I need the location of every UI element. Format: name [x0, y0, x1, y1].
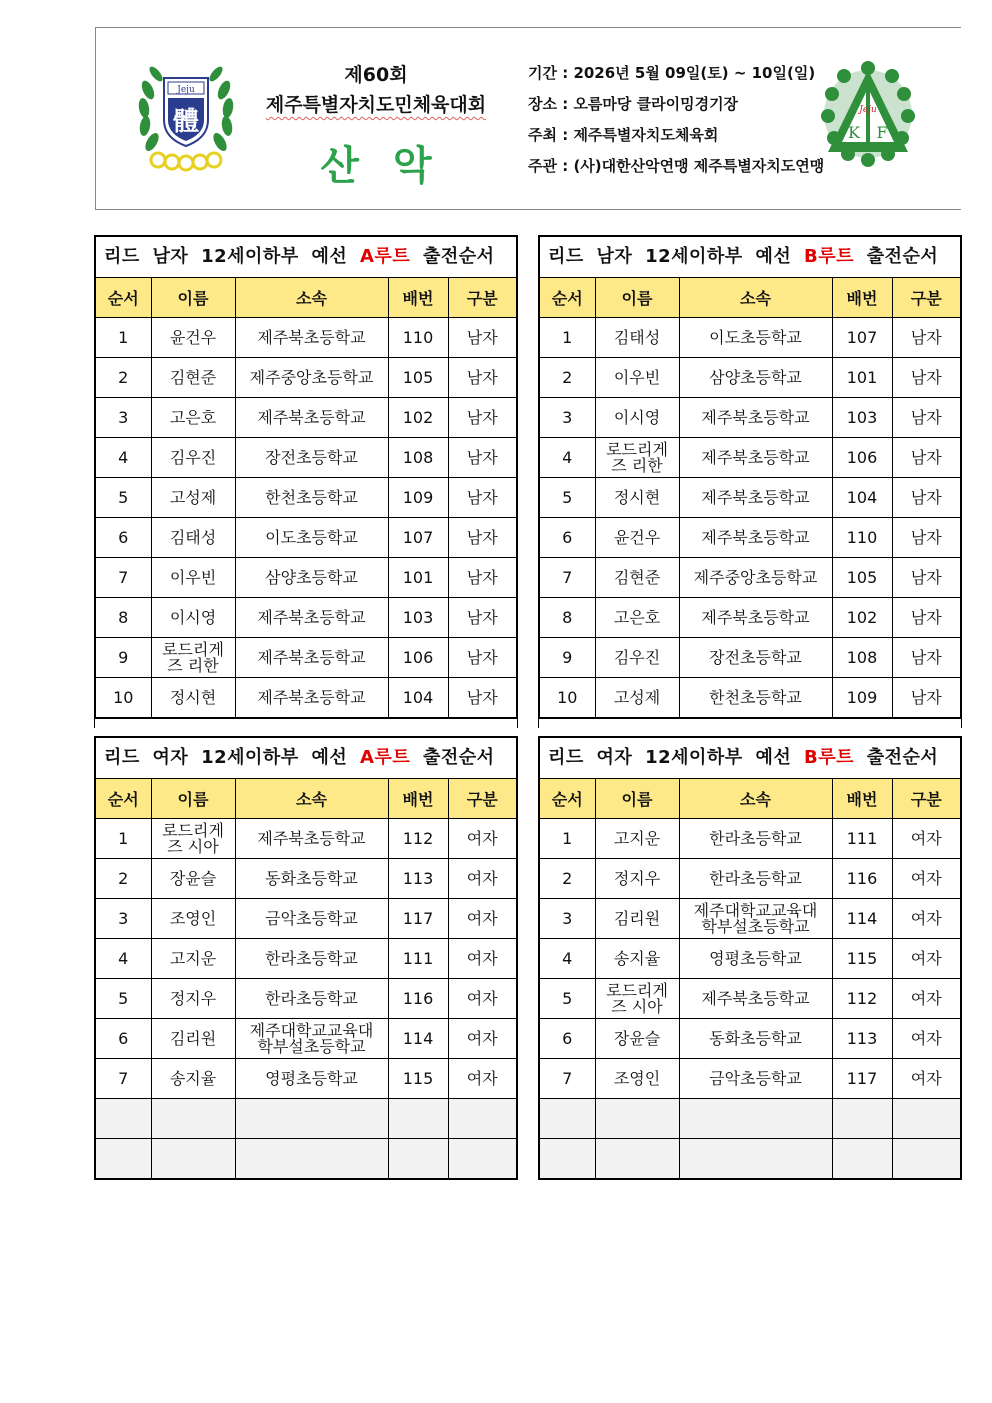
cell-order	[96, 1139, 151, 1179]
cell-gender: 남자	[892, 678, 960, 718]
cell-order: 6	[540, 1019, 595, 1059]
cell-order: 7	[96, 1059, 151, 1099]
cell-order: 2	[540, 358, 595, 398]
cell-affiliation: 제주북초등학교	[235, 638, 388, 678]
cell-bib: 112	[832, 979, 892, 1019]
table-row	[540, 859, 960, 899]
cell-gender: 남자	[448, 318, 516, 358]
cell-name: 윤건우	[595, 518, 679, 558]
table-row	[96, 819, 516, 859]
cell-gender: 남자	[448, 518, 516, 558]
cell-bib: 106	[388, 638, 448, 678]
table-row	[96, 859, 516, 899]
header-row	[540, 278, 960, 318]
cell-order: 3	[540, 398, 595, 438]
cell-name: 송지율	[595, 939, 679, 979]
cell-name: 김우진	[151, 438, 235, 478]
cell-name: 고성제	[151, 478, 235, 518]
cell-bib: 110	[388, 318, 448, 358]
cell-order	[96, 1099, 151, 1139]
table-row	[96, 1139, 516, 1179]
cell-name: 송지율	[151, 1059, 235, 1099]
cell-name: 로드리게 즈 시아	[151, 819, 235, 859]
cell-order: 4	[540, 438, 595, 478]
cell-affiliation: 금악초등학교	[235, 899, 388, 939]
lead-men-route-a-table	[94, 235, 518, 719]
cell-gender: 남자	[448, 678, 516, 718]
table-row	[96, 438, 516, 478]
column-header-order: 순서	[540, 779, 595, 819]
cell-name: 로드리게 즈 리한	[151, 638, 235, 678]
cell-affiliation: 장전초등학교	[679, 638, 832, 678]
table-row	[96, 1019, 516, 1059]
event-info	[528, 62, 825, 186]
cell-affiliation: 제주북초등학교	[679, 478, 832, 518]
cell-order: 3	[540, 899, 595, 939]
column-header-affiliation: 소속	[679, 278, 832, 318]
table-row	[96, 899, 516, 939]
sport-title: 산악	[320, 143, 466, 189]
table-title: 리드 남자 12세이하부 예선 A루트 출전순서	[96, 237, 516, 278]
table-row	[540, 518, 960, 558]
cell-order: 1	[96, 318, 151, 358]
cell-affiliation	[679, 1139, 832, 1179]
cell-gender	[892, 1099, 960, 1139]
cell-affiliation	[235, 1099, 388, 1139]
start-order-table	[540, 278, 960, 717]
table-row	[96, 1099, 516, 1139]
column-header-name: 이름	[595, 278, 679, 318]
info-organizer: 주관 : (사)대한산악연맹 제주특별자치도연맹	[528, 157, 825, 175]
table-row	[540, 1139, 960, 1179]
cell-order: 2	[540, 859, 595, 899]
cell-bib: 108	[832, 638, 892, 678]
cell-name: 이우빈	[151, 558, 235, 598]
cell-bib: 113	[388, 859, 448, 899]
table-row	[540, 979, 960, 1019]
table-row	[540, 1019, 960, 1059]
column-header-name: 이름	[595, 779, 679, 819]
cell-affiliation: 삼양초등학교	[679, 358, 832, 398]
cell-name: 이시영	[151, 598, 235, 638]
header-row	[96, 779, 516, 819]
cell-name: 로드리게 즈 시아	[595, 979, 679, 1019]
cell-gender: 남자	[448, 478, 516, 518]
event-name: 제주특별자치도민체육대회	[265, 94, 487, 116]
cell-name: 김리원	[595, 899, 679, 939]
cell-order: 8	[540, 598, 595, 638]
cell-bib: 106	[832, 438, 892, 478]
cell-bib: 103	[388, 598, 448, 638]
cell-name: 이우빈	[595, 358, 679, 398]
cell-affiliation: 제주대학교교육대 학부설초등학교	[235, 1019, 388, 1059]
cell-affiliation: 제주중앙초등학교	[679, 558, 832, 598]
table-row	[96, 558, 516, 598]
table-row	[540, 478, 960, 518]
cell-order: 4	[96, 438, 151, 478]
cell-gender: 여자	[892, 939, 960, 979]
column-header-order: 순서	[540, 278, 595, 318]
start-order-table	[540, 779, 960, 1178]
column-header-order: 순서	[96, 779, 151, 819]
svg-text:體: 體	[172, 107, 200, 137]
cell-gender: 여자	[448, 819, 516, 859]
cell-affiliation: 이도초등학교	[235, 518, 388, 558]
cell-name: 로드리게 즈 리한	[595, 438, 679, 478]
cell-affiliation: 영평초등학교	[679, 939, 832, 979]
cell-affiliation	[235, 1139, 388, 1179]
lead-women-route-a-table	[94, 736, 518, 1180]
cell-affiliation: 한라초등학교	[679, 859, 832, 899]
cell-name: 고은호	[595, 598, 679, 638]
cell-order: 5	[96, 478, 151, 518]
cell-order: 7	[96, 558, 151, 598]
table-row	[540, 678, 960, 718]
cell-name: 조영인	[151, 899, 235, 939]
cell-gender: 남자	[892, 478, 960, 518]
cell-affiliation: 영평초등학교	[235, 1059, 388, 1099]
table-row	[96, 318, 516, 358]
cell-name	[151, 1139, 235, 1179]
cell-bib: 114	[832, 899, 892, 939]
cell-order: 1	[540, 819, 595, 859]
cell-affiliation: 제주북초등학교	[235, 819, 388, 859]
cell-order: 3	[96, 899, 151, 939]
korea-alpine-federation-emblem-icon	[818, 54, 918, 174]
cell-order: 9	[540, 638, 595, 678]
column-header-order: 순서	[96, 278, 151, 318]
table-row	[540, 438, 960, 478]
cell-affiliation	[679, 1099, 832, 1139]
cell-affiliation: 제주북초등학교	[235, 678, 388, 718]
cell-name: 장윤슬	[595, 1019, 679, 1059]
cell-gender: 여자	[448, 899, 516, 939]
cell-bib	[832, 1139, 892, 1179]
cell-gender: 남자	[892, 318, 960, 358]
cell-name	[595, 1139, 679, 1179]
column-header-gender: 구분	[892, 779, 960, 819]
cell-gender: 남자	[892, 398, 960, 438]
cell-name	[151, 1099, 235, 1139]
cell-name: 고지운	[595, 819, 679, 859]
cell-affiliation: 제주북초등학교	[679, 598, 832, 638]
table-row	[540, 899, 960, 939]
cell-order: 6	[540, 518, 595, 558]
table-row	[96, 358, 516, 398]
cell-name: 정시현	[595, 478, 679, 518]
cell-order: 5	[96, 979, 151, 1019]
column-header-affiliation: 소속	[679, 779, 832, 819]
cell-affiliation: 한천초등학교	[235, 478, 388, 518]
cell-order: 4	[540, 939, 595, 979]
table-row	[540, 598, 960, 638]
cell-gender: 여자	[892, 1059, 960, 1099]
cell-order	[540, 1099, 595, 1139]
cell-order: 9	[96, 638, 151, 678]
cell-gender	[448, 1139, 516, 1179]
cell-affiliation: 제주북초등학교	[235, 398, 388, 438]
lead-men-route-b-table	[538, 235, 962, 719]
table-row	[540, 398, 960, 438]
cell-gender: 남자	[448, 438, 516, 478]
svg-text:F: F	[876, 123, 888, 142]
cell-affiliation: 제주북초등학교	[679, 518, 832, 558]
table-row	[96, 1059, 516, 1099]
column-header-affiliation: 소속	[235, 278, 388, 318]
table-row	[96, 478, 516, 518]
start-order-table	[96, 278, 516, 717]
column-header-bib: 배번	[832, 278, 892, 318]
cell-bib: 116	[388, 979, 448, 1019]
cell-bib	[388, 1139, 448, 1179]
cell-order: 2	[96, 859, 151, 899]
cell-order: 8	[96, 598, 151, 638]
cell-order: 1	[96, 819, 151, 859]
cell-name: 윤건우	[151, 318, 235, 358]
cell-name: 고은호	[151, 398, 235, 438]
cell-order: 10	[96, 678, 151, 718]
table-row	[96, 518, 516, 558]
cell-order: 7	[540, 558, 595, 598]
cell-name: 김현준	[151, 358, 235, 398]
cell-affiliation: 제주중앙초등학교	[235, 358, 388, 398]
cell-name: 조영인	[595, 1059, 679, 1099]
svg-text:K: K	[848, 123, 860, 142]
cell-bib: 117	[388, 899, 448, 939]
cell-order: 7	[540, 1059, 595, 1099]
cell-gender: 남자	[448, 398, 516, 438]
column-header-bib: 배번	[832, 779, 892, 819]
table-row	[96, 939, 516, 979]
table-row	[96, 398, 516, 438]
cell-gender: 여자	[448, 979, 516, 1019]
column-header-gender: 구분	[448, 278, 516, 318]
cell-gender: 여자	[892, 899, 960, 939]
cell-order: 10	[540, 678, 595, 718]
cell-bib: 102	[388, 398, 448, 438]
cell-affiliation: 이도초등학교	[679, 318, 832, 358]
cell-bib: 107	[832, 318, 892, 358]
cell-bib	[832, 1099, 892, 1139]
column-header-gender: 구분	[448, 779, 516, 819]
cell-order: 5	[540, 478, 595, 518]
cell-bib: 115	[388, 1059, 448, 1099]
cell-affiliation: 삼양초등학교	[235, 558, 388, 598]
svg-text:Jeju: Jeju	[177, 85, 195, 95]
cell-order: 6	[96, 1019, 151, 1059]
cell-order: 1	[540, 318, 595, 358]
cell-gender: 남자	[892, 598, 960, 638]
cell-gender: 여자	[448, 1059, 516, 1099]
cell-gender: 남자	[448, 558, 516, 598]
table-title: 리드 여자 12세이하부 예선 A루트 출전순서	[96, 738, 516, 779]
column-header-bib: 배번	[388, 278, 448, 318]
cell-bib: 108	[388, 438, 448, 478]
table-row	[540, 358, 960, 398]
cell-affiliation: 한천초등학교	[679, 678, 832, 718]
table-row	[96, 678, 516, 718]
event-number: 제60회	[344, 64, 408, 86]
cell-affiliation: 제주북초등학교	[235, 598, 388, 638]
table-row	[540, 558, 960, 598]
cell-affiliation: 동화초등학교	[679, 1019, 832, 1059]
lead-women-route-b-table	[538, 736, 962, 1180]
cell-name: 이시영	[595, 398, 679, 438]
cell-bib: 111	[388, 939, 448, 979]
cell-bib: 117	[832, 1059, 892, 1099]
cell-bib	[388, 1099, 448, 1139]
cell-gender	[892, 1139, 960, 1179]
table-row	[540, 1059, 960, 1099]
cell-affiliation: 제주대학교교육대 학부설초등학교	[679, 899, 832, 939]
cell-bib: 104	[388, 678, 448, 718]
cell-affiliation: 제주북초등학교	[679, 398, 832, 438]
cell-bib: 109	[832, 678, 892, 718]
cell-order	[540, 1139, 595, 1179]
table-row	[540, 638, 960, 678]
cell-affiliation: 한라초등학교	[235, 979, 388, 1019]
cell-affiliation: 제주북초등학교	[679, 979, 832, 1019]
table-row	[96, 638, 516, 678]
table-row	[540, 939, 960, 979]
cell-affiliation: 제주북초등학교	[235, 318, 388, 358]
cell-gender: 남자	[892, 638, 960, 678]
cell-gender: 남자	[892, 358, 960, 398]
table-title: 리드 남자 12세이하부 예선 B루트 출전순서	[540, 237, 960, 278]
cell-gender: 남자	[892, 558, 960, 598]
cell-bib: 113	[832, 1019, 892, 1059]
document-header	[95, 27, 961, 210]
cell-order: 4	[96, 939, 151, 979]
cell-bib: 107	[388, 518, 448, 558]
start-order-table	[96, 779, 516, 1178]
table-row	[540, 1099, 960, 1139]
table-title: 리드 여자 12세이하부 예선 B루트 출전순서	[540, 738, 960, 779]
cell-affiliation: 제주북초등학교	[679, 438, 832, 478]
cell-bib: 110	[832, 518, 892, 558]
table-row	[540, 819, 960, 859]
cell-name: 정지우	[595, 859, 679, 899]
cell-name: 김현준	[595, 558, 679, 598]
header-row	[96, 278, 516, 318]
cell-bib: 105	[388, 358, 448, 398]
table-row	[96, 598, 516, 638]
cell-affiliation: 한라초등학교	[235, 939, 388, 979]
cell-gender: 여자	[448, 939, 516, 979]
cell-bib: 103	[832, 398, 892, 438]
column-header-affiliation: 소속	[235, 779, 388, 819]
cell-order: 3	[96, 398, 151, 438]
info-period: 기간 : 2026년 5월 09일(토) ~ 10일(일)	[528, 64, 816, 82]
jeju-sports-council-emblem-icon	[136, 60, 236, 178]
cell-bib: 102	[832, 598, 892, 638]
cell-affiliation: 한라초등학교	[679, 819, 832, 859]
cell-gender: 여자	[892, 979, 960, 1019]
cell-name: 장윤슬	[151, 859, 235, 899]
cell-affiliation: 금악초등학교	[679, 1059, 832, 1099]
cell-bib: 112	[388, 819, 448, 859]
cell-name: 고지운	[151, 939, 235, 979]
table-row	[540, 318, 960, 358]
cell-gender: 여자	[892, 1019, 960, 1059]
cell-name: 고성제	[595, 678, 679, 718]
cell-gender: 남자	[448, 638, 516, 678]
column-header-name: 이름	[151, 278, 235, 318]
cell-name: 김태성	[151, 518, 235, 558]
cell-gender	[448, 1099, 516, 1139]
table-row	[96, 979, 516, 1019]
cell-order: 6	[96, 518, 151, 558]
cell-bib: 116	[832, 859, 892, 899]
cell-name: 정시현	[151, 678, 235, 718]
svg-text:Jeju: Jeju	[859, 105, 877, 115]
cell-gender: 남자	[892, 518, 960, 558]
cell-bib: 111	[832, 819, 892, 859]
cell-affiliation: 동화초등학교	[235, 859, 388, 899]
cell-gender: 남자	[448, 358, 516, 398]
table-gap	[94, 714, 518, 728]
cell-name: 김리원	[151, 1019, 235, 1059]
column-header-bib: 배번	[388, 779, 448, 819]
cell-gender: 여자	[448, 859, 516, 899]
cell-bib: 105	[832, 558, 892, 598]
cell-order: 2	[96, 358, 151, 398]
cell-order: 5	[540, 979, 595, 1019]
cell-bib: 104	[832, 478, 892, 518]
cell-gender: 여자	[448, 1019, 516, 1059]
cell-name: 김우진	[595, 638, 679, 678]
cell-bib: 101	[388, 558, 448, 598]
cell-bib: 115	[832, 939, 892, 979]
column-header-name: 이름	[151, 779, 235, 819]
cell-bib: 101	[832, 358, 892, 398]
info-venue: 장소 : 오름마당 클라이밍경기장	[528, 95, 739, 113]
cell-bib: 114	[388, 1019, 448, 1059]
column-header-gender: 구분	[892, 278, 960, 318]
info-host: 주최 : 제주특별자치도체육회	[528, 126, 719, 144]
header-row	[540, 779, 960, 819]
cell-name: 김태성	[595, 318, 679, 358]
cell-name	[595, 1099, 679, 1139]
cell-gender: 여자	[892, 819, 960, 859]
cell-gender: 남자	[892, 438, 960, 478]
cell-gender: 여자	[892, 859, 960, 899]
table-gap	[538, 714, 962, 728]
cell-affiliation: 장전초등학교	[235, 438, 388, 478]
cell-name: 정지우	[151, 979, 235, 1019]
cell-bib: 109	[388, 478, 448, 518]
cell-gender: 남자	[448, 598, 516, 638]
